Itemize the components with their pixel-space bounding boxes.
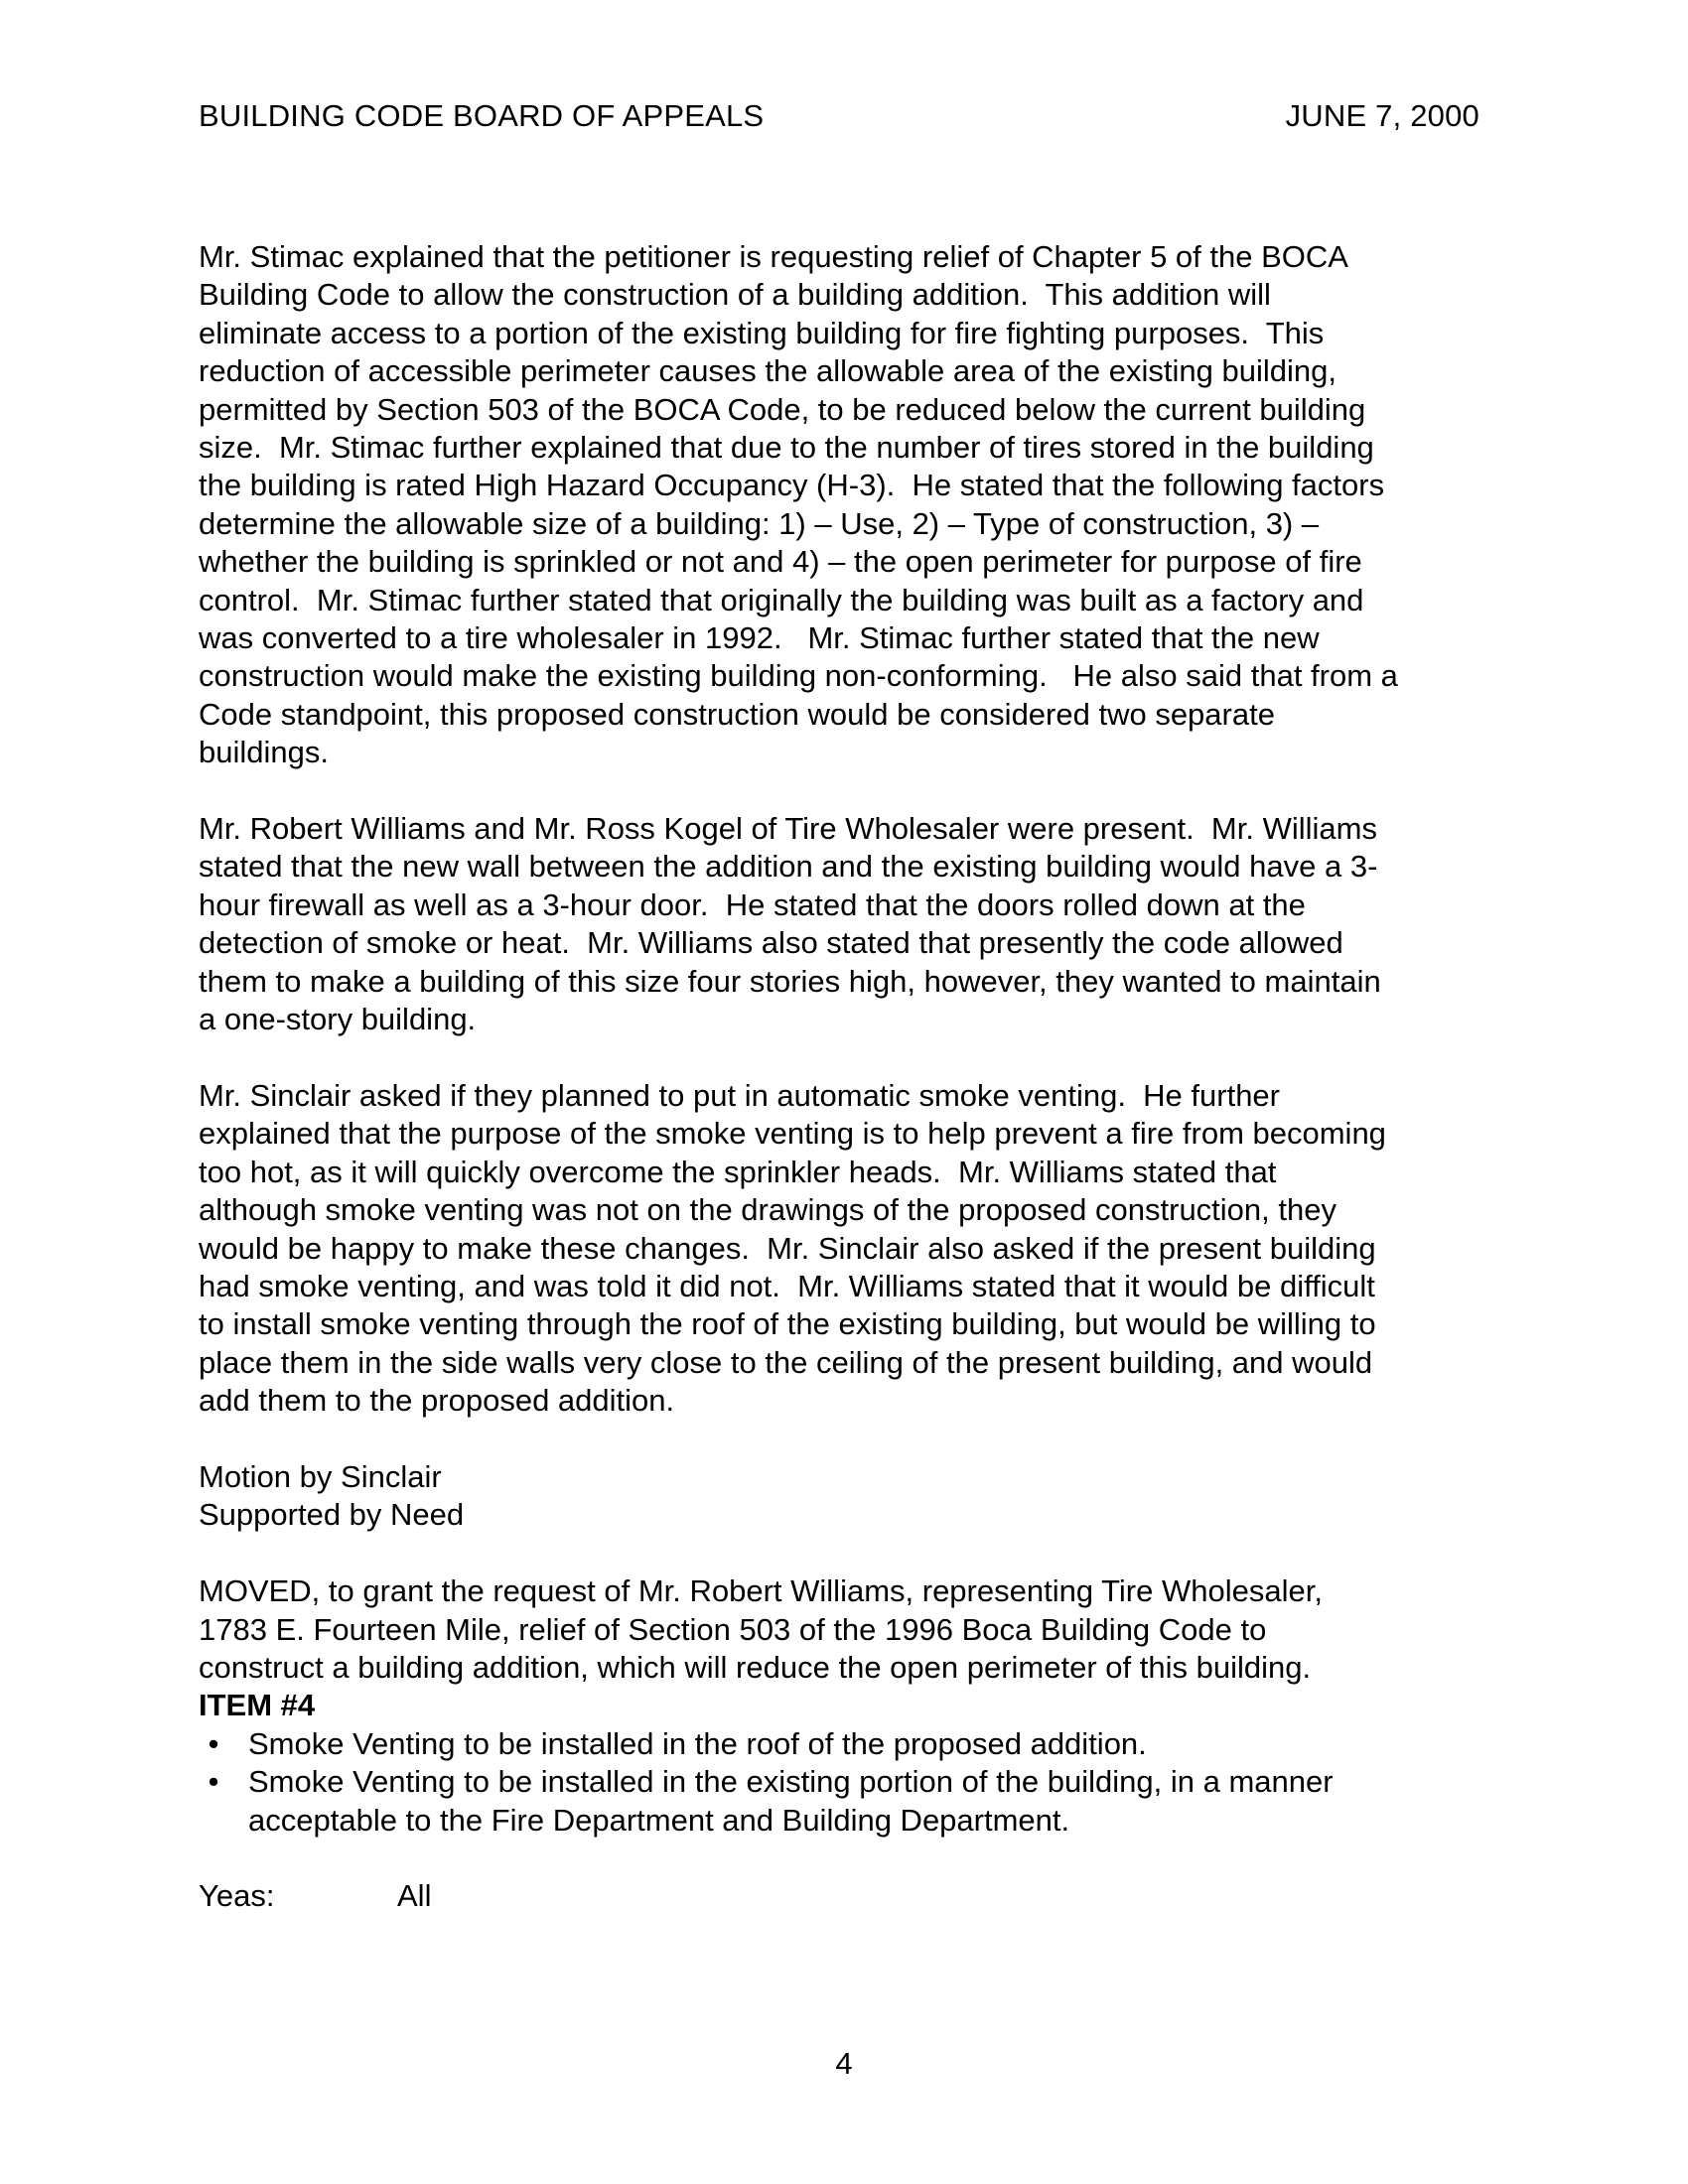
vote-label: Yeas:: [199, 1878, 275, 1914]
motion-supported-by: Supported by Need: [199, 1497, 465, 1533]
vote-value: All: [397, 1878, 432, 1914]
text-line: Smoke Venting to be installed in the existing portion of the building, in a manner: [248, 1764, 1334, 1800]
text-line: to install smoke venting through the roof of the existing building, but would be willing to: [199, 1306, 1376, 1342]
text-line: construct a building addition, which will reduce the open perimeter of this building.: [199, 1649, 1312, 1685]
text-line: buildings.: [199, 735, 329, 770]
bullet-dot-icon: •: [208, 1764, 219, 1800]
text-line: had smoke venting, and was told it did not. Mr. Williams stated that it would be difficult: [199, 1268, 1375, 1303]
text-line: hour firewall as well as a 3-hour door. He stated that the doors rolled down at the: [199, 887, 1306, 922]
text-line: acceptable to the Fire Department and Building Department.: [248, 1802, 1070, 1838]
paragraph-sinclair-smoke-venting: [199, 1077, 1499, 1421]
text-line: stated that the new wall between the addition and the existing building would have a 3-: [199, 849, 1378, 885]
text-line: whether the building is sprinkled or not and 4) – the open perimeter for purpose of fire: [199, 544, 1362, 580]
text-line: size. Mr. Stimac further explained that due to the number of tires stored in the building: [199, 430, 1374, 466]
text-line: would be happy to make these changes. Mr. Sinclair also asked if the present building: [199, 1230, 1376, 1266]
text-line: Mr. Sinclair asked if they planned to put in automatic smoke venting. He further: [199, 1077, 1280, 1113]
text-line: Mr. Robert Williams and Mr. Ross Kogel of Tire Wholesaler were present. Mr. Williams: [199, 811, 1377, 847]
bullet-dot-icon: •: [208, 1725, 219, 1761]
text-line: Mr. Stimac explained that the petitioner is requesting relief of Chapter 5 of the BOCA: [199, 239, 1348, 274]
page-number: 4: [835, 2046, 853, 2081]
paragraph-williams-statement: [199, 810, 1499, 1038]
item-heading: ITEM #4: [199, 1688, 316, 1723]
text-line: determine the allowable size of a building: 1) – Use, 2) – Type of construction, 3) –: [199, 505, 1320, 541]
motion-by: Motion by Sinclair: [199, 1458, 442, 1494]
text-line: permitted by Section 503 of the BOCA Code, to be reduced below the current building: [199, 391, 1366, 427]
text-line: reduction of accessible perimeter causes the allowable area of the existing building,: [199, 353, 1336, 389]
text-line: the building is rated High Hazard Occupancy (H-3). He stated that the following factors: [199, 468, 1385, 503]
text-line: explained that the purpose of the smoke venting is to help prevent a fire from becoming: [199, 1116, 1386, 1152]
text-line: 1783 E. Fourteen Mile, relief of Section 503 of the 1996 Boca Building Code to: [199, 1611, 1267, 1647]
header-board-name: BUILDING CODE BOARD OF APPEALS: [199, 98, 765, 133]
text-line: Smoke Venting to be installed in the roof of the proposed addition.: [248, 1725, 1147, 1761]
text-line: a one-story building.: [199, 1002, 477, 1037]
text-line: control. Mr. Stimac further stated that originally the building was built as a factory and: [199, 582, 1364, 617]
vote-result: [199, 1877, 1499, 1915]
text-line: add them to the proposed addition.: [199, 1383, 675, 1419]
paragraph-stimac-explanation: [199, 238, 1499, 772]
text-line: Code standpoint, this proposed construction would be considered two separate: [199, 696, 1275, 732]
text-line: was converted to a tire wholesaler in 1992. Mr. Stimac further stated that the new: [199, 620, 1320, 656]
list-item: [199, 1763, 1499, 1840]
moved-resolution: [199, 1572, 1499, 1725]
text-line: eliminate access to a portion of the existing building for fire fighting purposes. This: [199, 315, 1325, 350]
page-header: [199, 97, 1479, 135]
minutes-body: [199, 238, 1499, 1916]
text-line: although smoke venting was not on the drawings of the proposed construction, they: [199, 1192, 1336, 1228]
text-line: place them in the side walls very close to the ceiling of the present building, and would: [199, 1344, 1373, 1380]
conditions-list: [199, 1725, 1499, 1840]
text-line: too hot, as it will quickly overcome the sprinkler heads. Mr. Williams stated that: [199, 1154, 1277, 1189]
text-line: MOVED, to grant the request of Mr. Robert Williams, representing Tire Wholesaler,: [199, 1573, 1323, 1609]
header-meeting-date: JUNE 7, 2000: [1285, 98, 1479, 133]
list-item: [199, 1725, 1499, 1763]
motion-block: [199, 1458, 1499, 1535]
text-line: construction would make the existing building non-conforming. He also said that from a: [199, 658, 1398, 694]
text-line: detection of smoke or heat. Mr. Williams also stated that presently the code allowed: [199, 925, 1343, 961]
text-line: them to make a building of this size four stories high, however, they wanted to maintain: [199, 963, 1381, 999]
text-line: Building Code to allow the construction of a building addition. This addition will: [199, 277, 1271, 313]
